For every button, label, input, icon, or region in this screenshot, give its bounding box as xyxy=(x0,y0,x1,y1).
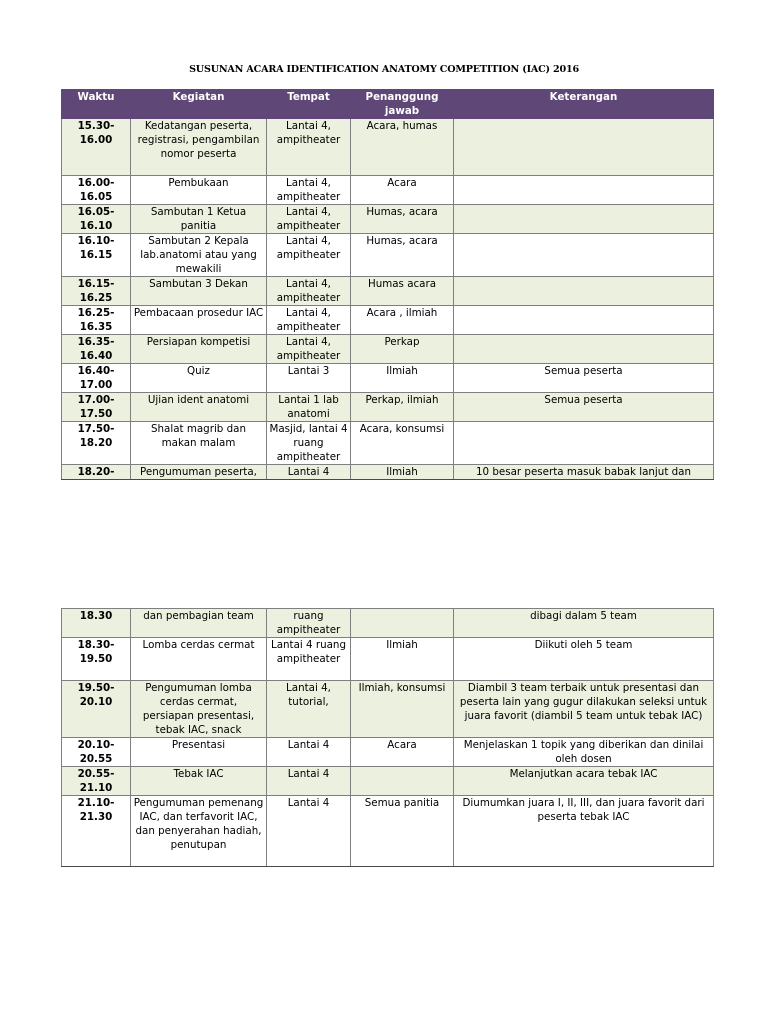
cell-tempat: Lantai 4, ampitheater xyxy=(267,119,351,176)
document-title: SUSUNAN ACARA IDENTIFICATION ANATOMY COMPETITION (IAC) 2016 xyxy=(189,64,579,75)
cell-tempat: Lantai 4, ampitheater xyxy=(267,306,351,335)
schedule-table-part-1 xyxy=(61,89,714,480)
cell-kegiatan: Lomba cerdas cermat xyxy=(131,638,267,681)
cell-kegiatan: Pengumuman peserta, xyxy=(131,465,267,480)
cell-keterangan: Diambil 3 team terbaik untuk presentasi dan peserta lain yang gugur dilakukan seleksi untuk juara favorit (diambil 5 team untuk tebak IAC) xyxy=(454,681,714,738)
table-row xyxy=(62,176,714,205)
cell-penanggung-jawab: Acara , ilmiah xyxy=(351,306,454,335)
cell-waktu: 16.40-17.00 xyxy=(62,364,131,393)
cell-keterangan: Semua peserta xyxy=(454,364,714,393)
cell-keterangan xyxy=(454,306,714,335)
header-penanggung-jawab: Penanggung jawab xyxy=(351,90,454,119)
cell-keterangan xyxy=(454,335,714,364)
table-row xyxy=(62,638,714,681)
cell-tempat: Lantai 4 xyxy=(267,767,351,796)
cell-penanggung-jawab: Perkap xyxy=(351,335,454,364)
cell-waktu: 17.50-18.20 xyxy=(62,422,131,465)
cell-waktu: 18.30-19.50 xyxy=(62,638,131,681)
cell-keterangan: Diikuti oleh 5 team xyxy=(454,638,714,681)
cell-tempat: Lantai 4 xyxy=(267,465,351,480)
cell-penanggung-jawab: Ilmiah xyxy=(351,638,454,681)
cell-tempat: Lantai 4, ampitheater xyxy=(267,277,351,306)
cell-waktu: 16.10-16.15 xyxy=(62,234,131,277)
cell-keterangan xyxy=(454,234,714,277)
table-row xyxy=(62,205,714,234)
cell-penanggung-jawab xyxy=(351,609,454,638)
table-row xyxy=(62,796,714,867)
cell-waktu: 20.55-21.10 xyxy=(62,767,131,796)
cell-kegiatan: Pembacaan prosedur IAC xyxy=(131,306,267,335)
cell-tempat: Lantai 4, ampitheater xyxy=(267,176,351,205)
cell-penanggung-jawab: Acara xyxy=(351,176,454,205)
cell-penanggung-jawab: Acara, konsumsi xyxy=(351,422,454,465)
cell-keterangan xyxy=(454,205,714,234)
cell-tempat: Lantai 1 lab anatomi xyxy=(267,393,351,422)
cell-penanggung-jawab: Humas acara xyxy=(351,277,454,306)
cell-keterangan xyxy=(454,119,714,176)
cell-waktu: 20.10-20.55 xyxy=(62,738,131,767)
cell-tempat: Lantai 4, ampitheater xyxy=(267,234,351,277)
cell-penanggung-jawab: Ilmiah xyxy=(351,465,454,480)
cell-waktu: 21.10-21.30 xyxy=(62,796,131,867)
table-row xyxy=(62,393,714,422)
cell-keterangan: 10 besar peserta masuk babak lanjut dan xyxy=(454,465,714,480)
cell-tempat: Lantai 4 ruang ampitheater xyxy=(267,638,351,681)
cell-waktu: 18.20- xyxy=(62,465,131,480)
table-row xyxy=(62,738,714,767)
cell-keterangan: Melanjutkan acara tebak IAC xyxy=(454,767,714,796)
table-row xyxy=(62,234,714,277)
cell-kegiatan: Shalat magrib dan makan malam xyxy=(131,422,267,465)
cell-keterangan: Diumumkan juara I, II, III, dan juara favorit dari peserta tebak IAC xyxy=(454,796,714,867)
cell-tempat: Lantai 4, tutorial, xyxy=(267,681,351,738)
cell-keterangan: dibagi dalam 5 team xyxy=(454,609,714,638)
cell-penanggung-jawab: Acara xyxy=(351,738,454,767)
cell-tempat: Lantai 3 xyxy=(267,364,351,393)
cell-kegiatan: Sambutan 3 Dekan xyxy=(131,277,267,306)
cell-kegiatan: dan pembagian team xyxy=(131,609,267,638)
cell-waktu: 16.00-16.05 xyxy=(62,176,131,205)
cell-penanggung-jawab: Ilmiah xyxy=(351,364,454,393)
cell-penanggung-jawab: Ilmiah, konsumsi xyxy=(351,681,454,738)
cell-tempat: Lantai 4 xyxy=(267,738,351,767)
cell-kegiatan: Kedatangan peserta, registrasi, pengambilan nomor peserta xyxy=(131,119,267,176)
cell-waktu: 18.30 xyxy=(62,609,131,638)
table-row xyxy=(62,465,714,480)
cell-kegiatan: Pembukaan xyxy=(131,176,267,205)
cell-waktu: 16.35-16.40 xyxy=(62,335,131,364)
cell-kegiatan: Pengumuman lomba cerdas cermat, persiapan presentasi, tebak IAC, snack xyxy=(131,681,267,738)
cell-keterangan xyxy=(454,176,714,205)
cell-waktu: 19.50-20.10 xyxy=(62,681,131,738)
cell-penanggung-jawab: Humas, acara xyxy=(351,205,454,234)
cell-penanggung-jawab: Semua panitia xyxy=(351,796,454,867)
cell-tempat: ruang ampitheater xyxy=(267,609,351,638)
cell-keterangan: Menjelaskan 1 topik yang diberikan dan dinilai oleh dosen xyxy=(454,738,714,767)
cell-penanggung-jawab: Acara, humas xyxy=(351,119,454,176)
cell-tempat: Lantai 4 xyxy=(267,796,351,867)
cell-kegiatan: Pengumuman pemenang IAC, dan terfavorit IAC, dan penyerahan hadiah, penutupan xyxy=(131,796,267,867)
cell-tempat: Masjid, lantai 4 ruang ampitheater xyxy=(267,422,351,465)
table-row xyxy=(62,681,714,738)
cell-penanggung-jawab xyxy=(351,767,454,796)
cell-waktu: 16.15-16.25 xyxy=(62,277,131,306)
cell-kegiatan: Tebak IAC xyxy=(131,767,267,796)
cell-kegiatan: Persiapan kompetisi xyxy=(131,335,267,364)
header-kegiatan: Kegiatan xyxy=(131,90,267,119)
header-keterangan: Keterangan xyxy=(454,90,714,119)
table-row xyxy=(62,422,714,465)
table-row xyxy=(62,119,714,176)
cell-kegiatan: Sambutan 2 Kepala lab.anatomi atau yang mewakili xyxy=(131,234,267,277)
cell-penanggung-jawab: Humas, acara xyxy=(351,234,454,277)
cell-kegiatan: Sambutan 1 Ketua panitia xyxy=(131,205,267,234)
cell-kegiatan: Presentasi xyxy=(131,738,267,767)
cell-waktu: 15.30-16.00 xyxy=(62,119,131,176)
table-row xyxy=(62,306,714,335)
cell-keterangan xyxy=(454,277,714,306)
header-tempat: Tempat xyxy=(267,90,351,119)
table-header-row xyxy=(62,90,714,119)
cell-keterangan xyxy=(454,422,714,465)
cell-kegiatan: Quiz xyxy=(131,364,267,393)
cell-tempat: Lantai 4, ampitheater xyxy=(267,205,351,234)
schedule-table-part-2 xyxy=(61,608,714,867)
cell-waktu: 16.05-16.10 xyxy=(62,205,131,234)
table-row xyxy=(62,609,714,638)
cell-kegiatan: Ujian ident anatomi xyxy=(131,393,267,422)
cell-keterangan: Semua peserta xyxy=(454,393,714,422)
header-waktu: Waktu xyxy=(62,90,131,119)
table-row xyxy=(62,767,714,796)
cell-tempat: Lantai 4, ampitheater xyxy=(267,335,351,364)
table-row xyxy=(62,277,714,306)
cell-waktu: 16.25-16.35 xyxy=(62,306,131,335)
cell-waktu: 17.00-17.50 xyxy=(62,393,131,422)
cell-penanggung-jawab: Perkap, ilmiah xyxy=(351,393,454,422)
table-row xyxy=(62,364,714,393)
table-row xyxy=(62,335,714,364)
